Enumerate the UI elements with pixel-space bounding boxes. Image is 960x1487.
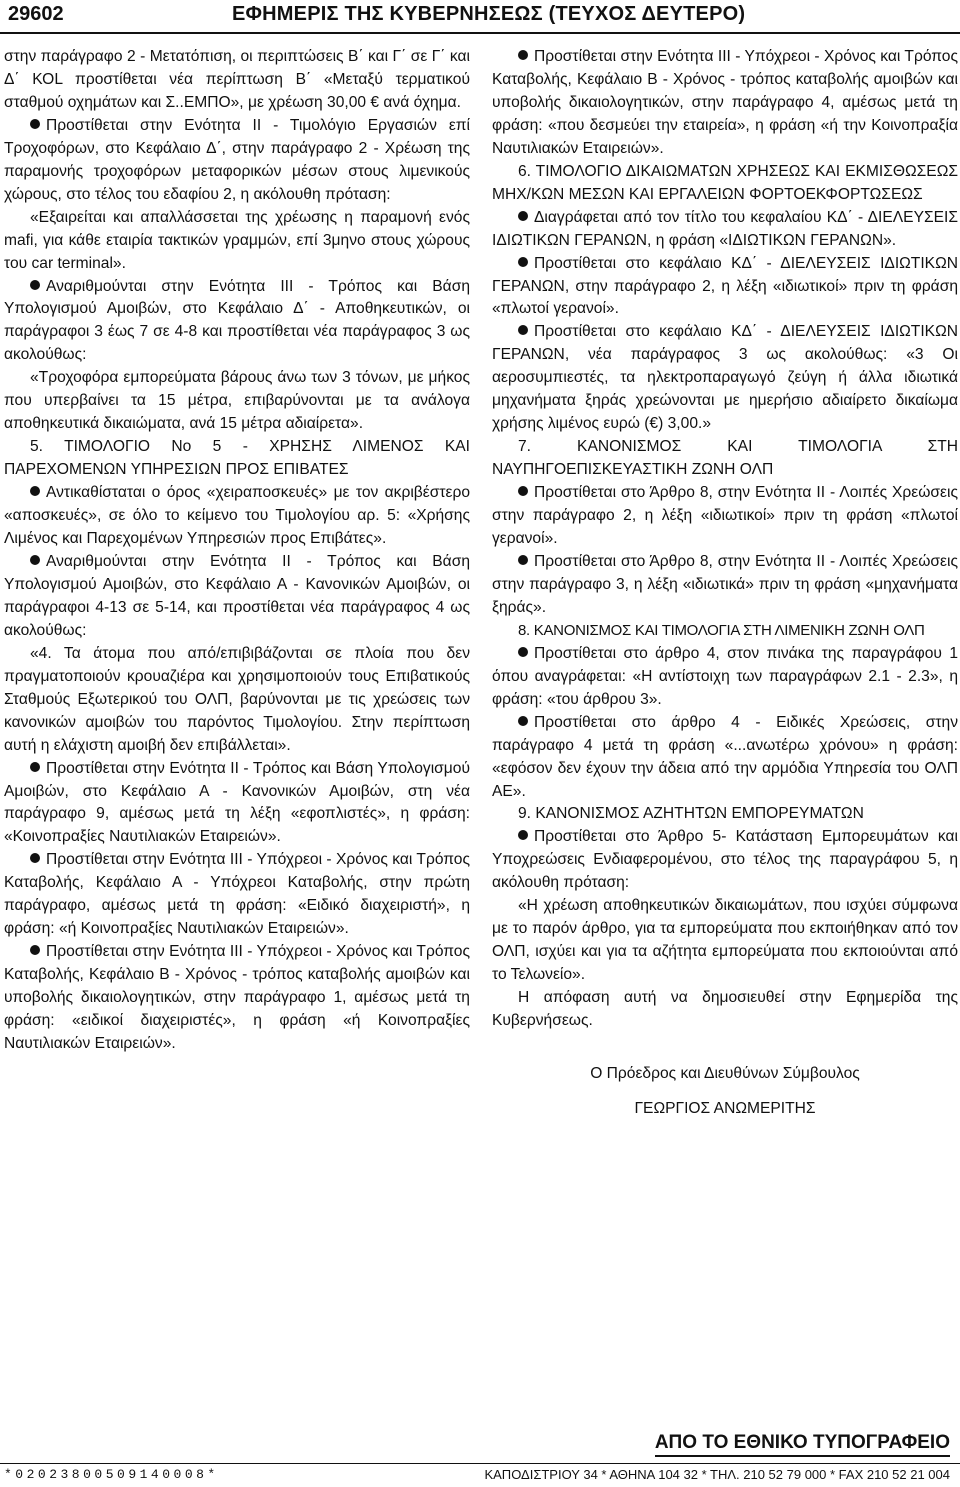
bullet-icon xyxy=(30,762,40,772)
bullet-icon xyxy=(518,647,528,657)
section-heading: 7. ΚΑΝΟΝΙΣΜΟΣ ΚΑΙ ΤΙΜΟΛΟΓΙΑ ΣΤΗ ΝΑΥΠΗΓΟΕΠΙΣΚΕΥΑΣΤΙΚΗ ΖΩΝΗ ΟΛΠ xyxy=(492,438,958,479)
bullet-icon xyxy=(30,853,40,863)
bullet-paragraph: Προστίθεται στο κεφάλαιο ΚΔ΄ - ΔΙΕΛΕΥΣΕΙΣ ΙΔΙΩΤΙΚΩΝ ΓΕΡΑΝΩΝ, νέα παράγραφος 3 ως ακολούθως: «3 Οι αεροσυμπιεστές, τα ηλεκτροπαραγωγό ζεύγη ή άλλα ιδιωτικά μηχανήματα ξηράς χρεώνονται με ημερήσιο αδιαίρετο δικαίωμα χρήσης λιμένος ευρώ (€) 3,00.» xyxy=(492,323,958,433)
bullet-icon xyxy=(30,119,40,129)
footer-divider xyxy=(0,1463,960,1464)
quote-paragraph: «Η χρέωση αποθηκευτικών δικαιωμάτων, που ισχύει σύμφωνα με το παρόν άρθρο, για τα εμπορεύματα που εκποιήθηκαν από τον ΟΛΠ, ισχύει και για τα αζήτητα εμπορεύματα που εκποιούνται από το Τελωνείο». xyxy=(492,897,958,984)
bullet-icon xyxy=(518,486,528,496)
printer-address: ΚΑΠΟΔΙΣΤΡΙΟΥ 34 * ΑΘΗΝΑ 104 32 * ΤΗΛ. 210 52 79 000 * FAX 210 52 21 004 xyxy=(484,1467,950,1482)
quote-paragraph: «Τροχοφόρα εμπορεύματα βάρους άνω των 3 τόνων, με μήκος που υπερβαίνει τα 15 μέτρα, επιβαρύνονται με τα ανάλογα αποθηκευτικά δικαιώματα, ανά 15 μέτρα αδιαίρετα». xyxy=(4,369,470,433)
bullet-paragraph: Αντικαθίσταται ο όρος «χειραποσκευές» με τον ακριβέστερο «αποσκευές», σε όλο το κείμενο του Τιμολογίου αρ. 5: «Χρήσης Λιμένος και Παρεχομένων Υπηρεσιών προς Επιβάτες». xyxy=(4,484,470,548)
section-heading: 6. ΤΙΜΟΛΟΓΙΟ ΔΙΚΑΙΩΜΑΤΩΝ ΧΡΗΣΕΩΣ ΚΑΙ ΕΚΜΙΣΘΩΣΕΩΣ ΜΗΧ/ΚΩΝ ΜΕΣΩΝ ΚΑΙ ΕΡΓΑΛΕΙΩΝ ΦΟΡΤΟΕΚΦΟΡΤΩΣΕΩΣ xyxy=(492,162,958,203)
printer-label: ΑΠΟ ΤΟ ΕΘΝΙΚΟ ΤΥΠΟΓΡΑΦΕΙΟ xyxy=(655,1432,950,1457)
signatory-name: ΓΕΩΡΓΙΟΣ ΑΝΩΜΕΡΙΤΗΣ xyxy=(634,1099,816,1117)
bullet-paragraph: Διαγράφεται από τον τίτλο του κεφαλαίου ΚΔ΄ - ΔΙΕΛΕΥΣΕΙΣ ΙΔΙΩΤΙΚΩΝ ΓΕΡΑΝΩΝ, η φράση «ΙΔΙΩΤΙΚΩΝ ΓΕΡΑΝΩΝ». xyxy=(492,208,958,249)
bullet-paragraph: Προστίθεται στην Ενότητα ΙΙΙ - Υπόχρεοι - Χρόνος και Τρόπος Καταβολής, Κεφάλαιο Β - Χρόνος - τρόπος καταβολής αμοιβών και υποβολής δικαιολογητικών, στην παράγραφο 1, αμέσως μετά τη φράση: «ειδικοί διαχειριστές», η φράση «ή Κοινοπραξίες Ναυτιλιακών Εταιρειών». xyxy=(4,943,470,1052)
bullet-icon xyxy=(518,555,528,565)
bullet-icon xyxy=(518,211,528,221)
bullet-paragraph: Προστίθεται στο κεφάλαιο ΚΔ΄ - ΔΙΕΛΕΥΣΕΙΣ ΙΔΙΩΤΙΚΩΝ ΓΕΡΑΝΩΝ, στην παράγραφο 2, η λέξη «ιδιωτικοί» πριν τη φράση «πλωτοί γερανοί». xyxy=(492,254,958,318)
bullet-paragraph: Προστίθεται στην Ενότητα ΙΙ - Τρόπος και Βάση Υπολογισμού Αμοιβών, στο Κεφάλαιο Α - Κανονικών Αμοιβών, στη νέα παράγραφο 9, αμέσως μετά τη λέξη «εφοπλιστές», η φράση: «Κοινοπραξίες Ναυτιλιακών Εταιρειών». xyxy=(4,759,470,846)
bullet-paragraph: Προστίθεται στο Άρθρο 8, στην Ενότητα ΙΙ - Λοιπές Χρεώσεις στην παράγραφο 3, η λέξη «ιδιωτικά» πριν τη φράση «μηχανήματα ξηράς». xyxy=(492,552,958,616)
bullet-paragraph: Αναριθμούνται στην Ενότητα ΙΙ - Τρόπος και Βάση Υπολογισμού Αμοιβών, στο Κεφάλαιο Α - Κανονικών Αμοιβών, οι παράγραφοι 4-13 σε 5-14, και προστίθεται νέα παράγραφος 4 ως ακολούθως: xyxy=(4,552,470,639)
gazette-title: ΕΦΗΜΕΡΙΣ ΤΗΣ ΚΥΒΕΡΝΗΣΕΩΣ (ΤΕΥΧΟΣ ΔΕΥΤΕΡΟ) xyxy=(232,3,746,25)
bullet-icon xyxy=(30,280,40,290)
bullet-icon xyxy=(30,486,40,496)
bullet-icon xyxy=(518,830,528,840)
signature-block xyxy=(492,1063,958,1121)
bullet-paragraph: Προστίθεται στο Άρθρο 8, στην Ενότητα ΙΙ - Λοιπές Χρεώσεις στην παράγραφο 2, η λέξη «ιδιωτικοί» πριν τη φράση «πλωτοί γερανοί». xyxy=(492,484,958,548)
bullet-icon xyxy=(30,945,40,955)
quote-paragraph: «Εξαιρείται και απαλλάσσεται της χρέωσης η παραμονή ενός mafi, για κάθε εταιρία τακτικών γραμμών, επί 3μηνο στους χώρους του car terminal». xyxy=(4,208,470,272)
header-divider xyxy=(0,32,960,34)
bullet-paragraph: Αναριθμούνται στην Ενότητα ΙΙΙ - Τρόπος και Βάση Υπολογισμού Αμοιβών, στο Κεφάλαιο Δ΄ - Αποθηκευτικών, οι παράγραφοι 3 έως 7 σε 4-8 και προστίθεται νέα παράγραφος 3 ως ακολούθως: xyxy=(4,277,470,364)
section-heading: 5. ΤΙΜΟΛΟΓΙΟ Νο 5 - ΧΡΗΣΗΣ ΛΙΜΕΝΟΣ ΚΑΙ ΠΑΡΕΧΟΜΕΝΩΝ ΥΠΗΡΕΣΙΩΝ ΠΡΟΣ ΕΠΙΒΑΤΕΣ xyxy=(4,438,470,479)
page-number: 29602 xyxy=(8,3,64,25)
barcode-text: *02023800509140008* xyxy=(4,1467,219,1482)
section-heading: 8. ΚΑΝΟΝΙΣΜΟΣ ΚΑΙ ΤΙΜΟΛΟΓΙΑ ΣΤΗ ΛΙΜΕΝΙΚΗ ΖΩΝΗ ΟΛΠ xyxy=(518,621,925,639)
bullet-paragraph: Προστίθεται στην Ενότητα ΙΙΙ - Υπόχρεοι - Χρόνος και Τρόπος Καταβολής, Κεφάλαιο Β - Χρόνος - τρόπος καταβολής αμοιβών και υποβολής δικαιολογητικών, στην παράγραφο 4, αμέσως μετά τη φράση: «που δεσμεύει την εταιρεία», η φράση «ή την Κοινοπραξία Ναυτιλιακών Εταιρειών». xyxy=(492,48,958,157)
bullet-icon xyxy=(518,50,528,60)
bullet-paragraph: Προστίθεται στο άρθρο 4 - Ειδικές Χρεώσεις, στην παράγραφο 4 μετά τη φράση «...ανωτέρω χρόνου» η φράση: «εφόσον δεν έχουν την άδεια από την αρμόδια Υπηρεσία του ΟΛΠ ΑΕ». xyxy=(492,713,958,800)
page-header xyxy=(0,0,960,34)
bullet-icon xyxy=(518,257,528,267)
bullet-paragraph: Προστίθεται στο άρθρο 4, στον πινάκα της παραγράφου 1 όπου αναγράφεται: «Η αντίστοιχη των παραγράφων 2.1 - 2.3», η φράση: «του άρθρου 3». xyxy=(492,644,958,708)
signatory-role: Ο Πρόεδρος και Διευθύνων Σύμβουλος xyxy=(590,1064,860,1082)
paragraph: στην παράγραφο 2 - Μετατόπιση, οι περιπτώσεις Β΄ και Γ΄ σε Γ΄ και Δ΄ ΚΟL προστίθεται νέα περίπτωση Β΄ «Μεταξύ τερματικού σταθμού οχημάτων και Σ..ΕΜΠΟ», με χρέωση 30,00 € ανά όχημα. xyxy=(4,48,470,111)
left-column xyxy=(4,46,470,1056)
bullet-icon xyxy=(518,325,528,335)
bullet-paragraph: Προστίθεται στην Ενότητα ΙΙΙ - Υπόχρεοι - Χρόνος και Τρόπος Καταβολής, Κεφάλαιο Α - Υπόχρεοι Καταβολής, στην πρώτη παράγραφο, αμέσως μετά τη φράση: «Ειδικό διαχειριστή», η φράση: «ή Κοινοπραξίες Ναυτιλιακών Εταιρειών». xyxy=(4,851,470,938)
bullet-paragraph: Προστίθεται στο Άρθρο 5- Κατάσταση Εμπορευμάτων και Υποχρεώσεις Ενδιαφερομένου, στο τέλος της παραγράφου 5, η ακόλουθη πρόταση: xyxy=(492,828,958,892)
section-heading: 9. ΚΑΝΟΝΙΣΜΟΣ ΑΖΗΤΗΤΩΝ ΕΜΠΟΡΕΥΜΑΤΩΝ xyxy=(518,805,864,823)
bullet-icon xyxy=(518,716,528,726)
quote-paragraph: «4. Τα άτομα που από/επιβιβάζονται σε πλοία που δεν πραγματοποιούν κρουαζιέρα και χρησιμοποιούν τους Επιβατικούς Σταθμούς Εξωτερικού του ΟΛΠ, βαρύνονται με τις χρεώσεις των κανονικών αμοιβών του παρόντος Τιμολογίου. Στην περίπτωση αυτή η ελάχιστη αμοιβή δεν επιβάλλεται». xyxy=(4,644,470,754)
bullet-icon xyxy=(30,555,40,565)
closing-paragraph: Η απόφαση αυτή να δημοσιευθεί στην Εφημερίδα της Κυβερνήσεως. xyxy=(492,989,958,1030)
right-column xyxy=(492,46,958,1133)
bullet-paragraph: Προστίθεται στην Ενότητα ΙΙ - Τιμολόγιο Εργασιών επί Τροχοφόρων, στο Κεφάλαιο Δ΄, στην παράγραφο 2 - Χρέωση της παραμονής τροχοφόρων μεταφορικών μέσων στους λιμενικούς χώρους, στο τέλος του εδαφίου 2, η ακόλουθη πρόταση: xyxy=(4,116,470,203)
